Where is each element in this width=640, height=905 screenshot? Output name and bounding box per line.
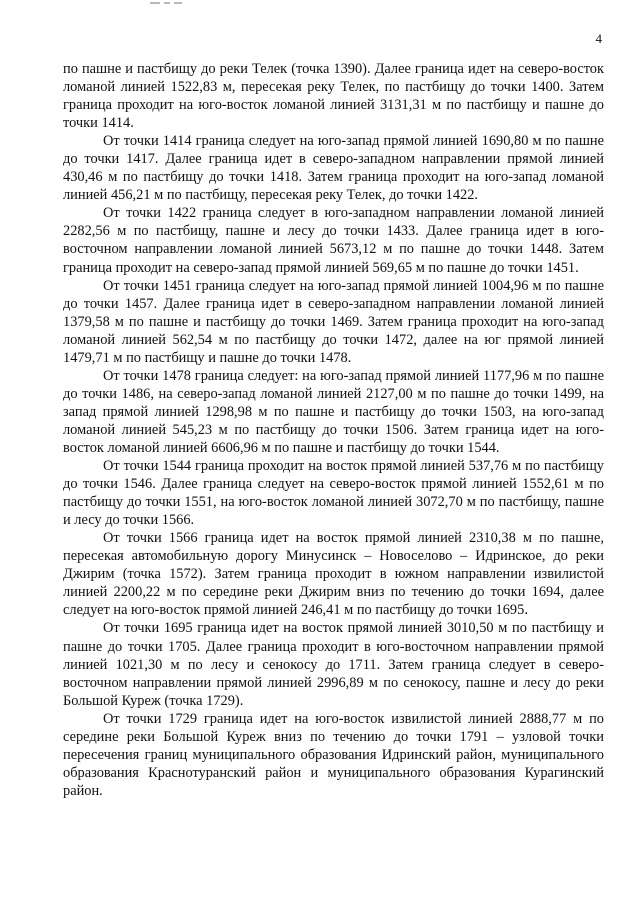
- paragraph-point-1451: От точки 1451 граница следует на юго-запад прямой линией 1004,96 м по пашне до точки 1457. Далее граница идет в северо-западном направлении ломаной линией 1379,58 м по пашне и пастбищу до точки 1469. Затем граница проходит на юго-запад ломаной линией 562,54 м по пастбищу до точки 1472, далее на юг прямой линией 1479,71 м по пастбищу и пашне до точки 1478.: [63, 277, 604, 366]
- paragraph-continuation: по пашне и пастбищу до реки Телек (точка 1390). Далее граница идет на северо-восток ломаной линией 1522,83 м, пересекая реку Телек, по пастбищу до точки 1400. Затем граница проходит на юго-восток ломаной линией 3131,31 м по пастбищу и пашне до точки 1414.: [63, 61, 604, 132]
- paragraph-point-1695: От точки 1695 граница идет на восток прямой линией 3010,50 м по пастбищу и пашне до точки 1705. Далее граница проходит в юго-восточном направлении прямой линией 1021,30 м по лесу и сенокосу до 1711. Затем граница следует в северо-восточном направлении прямой линией 2996,89 м по сенокосу, пашне и лесу до реки Большой Куреж (точка 1729).: [63, 620, 604, 709]
- paragraph-point-1544: От точки 1544 граница проходит на восток прямой линией 537,76 м по пастбищу до точки 1546. Далее граница следует на северо-восток прямой линией 1552,61 м по пастбищу до точки 1551, на юго-восток ломаной линией 3072,70 м по пастбищу, пашне и лесу до точки 1566.: [63, 458, 604, 529]
- scan-artifact: [150, 2, 190, 5]
- paragraph-point-1478: От точки 1478 граница следует: на юго-запад прямой линией 1177,96 м по пашне до точки 1486, на северо-запад ломаной линией 2127,00 м по пашне до точки 1499, на запад прямой линией 1298,98 м по пашне и пастбищу до точки 1503, на юго-запад ломаной линией 545,23 м по пастбищу до точки 1506. Затем граница идет на юго-восток ломаной линией 6606,96 м по пашне и пастбищу до точки 1544.: [63, 367, 604, 456]
- paragraph-point-1422: От точки 1422 граница следует в юго-западном направлении ломаной линией 2282,56 м по пастбищу, пашне и лесу до точки 1433. Далее граница идет в юго-восточном направлении ломаной линией 5673,12 м по пашне до точки 1448. Затем граница проходит на северо-запад прямой линией 569,65 м по пашне до точки 1451.: [63, 205, 604, 276]
- page-number: 4: [595, 31, 602, 46]
- document-body: [63, 60, 604, 800]
- paragraph-point-1566: От точки 1566 граница идет на восток прямой линией 2310,38 м по пашне, пересекая автомобильную дорогу Минусинск – Новоселово – Идринское, до реки Джирим (точка 1572). Затем граница проходит в южном направлении извилистой линией 2200,22 м по середине реки Джирим вниз по течению до точки 1694, далее следует на юго-восток прямой линией 246,41 м по пастбищу до точки 1695.: [63, 530, 604, 619]
- paragraph-point-1414: От точки 1414 граница следует на юго-запад прямой линией 1690,80 м по пашне до точки 1417. Далее граница идет в северо-западном направлении прямой линией 430,46 м по пастбищу до точки 1418. Затем граница проходит на юго-запад ломаной линией 456,21 м по пастбищу, пересекая реку Телек, до точки 1422.: [63, 133, 604, 204]
- paragraph-point-1729: От точки 1729 граница идет на юго-восток извилистой линией 2888,77 м по середине реки Большой Куреж вниз по течению до точки 1791 – узловой точки пересечения границ муниципального образования Идринский район, муниципального образования Краснотуранский район и муниципального образования Курагинский район.: [63, 710, 604, 799]
